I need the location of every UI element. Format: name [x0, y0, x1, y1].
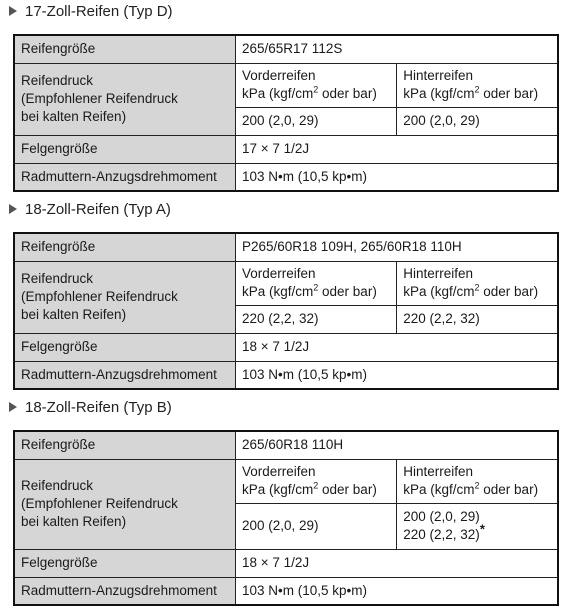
rear-tire-header: Hinterreifen kPa ($kgf/cm^2$ oder bar): [397, 63, 558, 107]
pressure-label: Reifendruck (Empfohlener Reifendruck bei kalten Reifen): [14, 459, 236, 549]
front-tire-header: Vorderreifen kPa ($kgf/cm^2$ oder bar): [236, 459, 397, 503]
footnote-asterisk: *: [479, 521, 485, 537]
rim-label: Felgengröße: [14, 333, 236, 361]
rear-pressure-value: 200 (2,0, 29): [397, 107, 558, 135]
section-heading: 18-Zoll-Reifen (Typ A): [9, 199, 171, 221]
rear-tire-header: Hinterreifen kPa ($kgf/cm^2$ oder bar): [397, 459, 558, 503]
pressure-unit: kPa ($kgf/cm^2$ oder bar): [242, 84, 377, 101]
rim-label: Felgengröße: [14, 135, 236, 163]
triangle-bullet-icon: [9, 6, 17, 16]
rim-value: 18 × 7 1/2J: [236, 549, 559, 577]
front-pressure-value: 220 (2,2, 32): [236, 305, 397, 333]
section-heading: 17-Zoll-Reifen (Typ D): [9, 1, 173, 23]
torque-value: 103 N•m (10,5 kp•m): [236, 577, 559, 605]
triangle-bullet-icon: [9, 204, 17, 214]
size-label: Reifengröße: [14, 233, 236, 261]
pressure-unit: kPa ($kgf/cm^2$ oder bar): [403, 480, 539, 497]
size-label: Reifengröße: [14, 431, 236, 459]
section-heading: 18-Zoll-Reifen (Typ B): [9, 397, 172, 419]
front-pressure-value: 200 (2,0, 29): [236, 107, 397, 135]
pressure-unit: kPa ($kgf/cm^2$ oder bar): [242, 480, 377, 497]
front-tire-header: Vorderreifen kPa ($kgf/cm^2$ oder bar): [236, 63, 397, 107]
rear-pressure-value: 200 (2,0, 29) 220 (2,2, 32)*: [397, 503, 558, 549]
front-tire-header: Vorderreifen kPa ($kgf/cm^2$ oder bar): [236, 261, 397, 305]
rim-label: Felgengröße: [14, 549, 236, 577]
torque-value: 103 N•m (10,5 kp•m): [236, 361, 559, 389]
size-label: Reifengröße: [14, 35, 236, 63]
rear-tire-header: Hinterreifen kPa ($kgf/cm^2$ oder bar): [397, 261, 558, 305]
front-pressure-value: 200 (2,0, 29): [236, 503, 397, 549]
torque-label: Radmuttern-Anzugsdrehmoment: [14, 361, 236, 389]
spec-table: [13, 232, 559, 390]
pressure-label: Reifendruck (Empfohlener Reifendruck bei kalten Reifen): [14, 63, 236, 135]
spec-table: [13, 430, 559, 606]
pressure-label: Reifendruck (Empfohlener Reifendruck bei kalten Reifen): [14, 261, 236, 333]
torque-label: Radmuttern-Anzugsdrehmoment: [14, 577, 236, 605]
rim-value: 17 × 7 1/2J: [236, 135, 559, 163]
pressure-unit: kPa ($kgf/cm^2$ oder bar): [403, 84, 539, 101]
rear-pressure-value: 220 (2,2, 32): [397, 305, 558, 333]
triangle-bullet-icon: [9, 402, 17, 412]
rim-value: 18 × 7 1/2J: [236, 333, 559, 361]
size-value: P265/60R18 109H, 265/60R18 110H: [236, 233, 559, 261]
pressure-unit: kPa ($kgf/cm^2$ oder bar): [242, 282, 377, 299]
torque-label: Radmuttern-Anzugsdrehmoment: [14, 163, 236, 191]
spec-table: [13, 34, 559, 192]
pressure-unit: kPa ($kgf/cm^2$ oder bar): [403, 282, 539, 299]
torque-value: 103 N•m (10,5 kp•m): [236, 163, 559, 191]
size-value: 265/60R18 110H: [236, 431, 559, 459]
size-value: 265/65R17 112S: [236, 35, 559, 63]
